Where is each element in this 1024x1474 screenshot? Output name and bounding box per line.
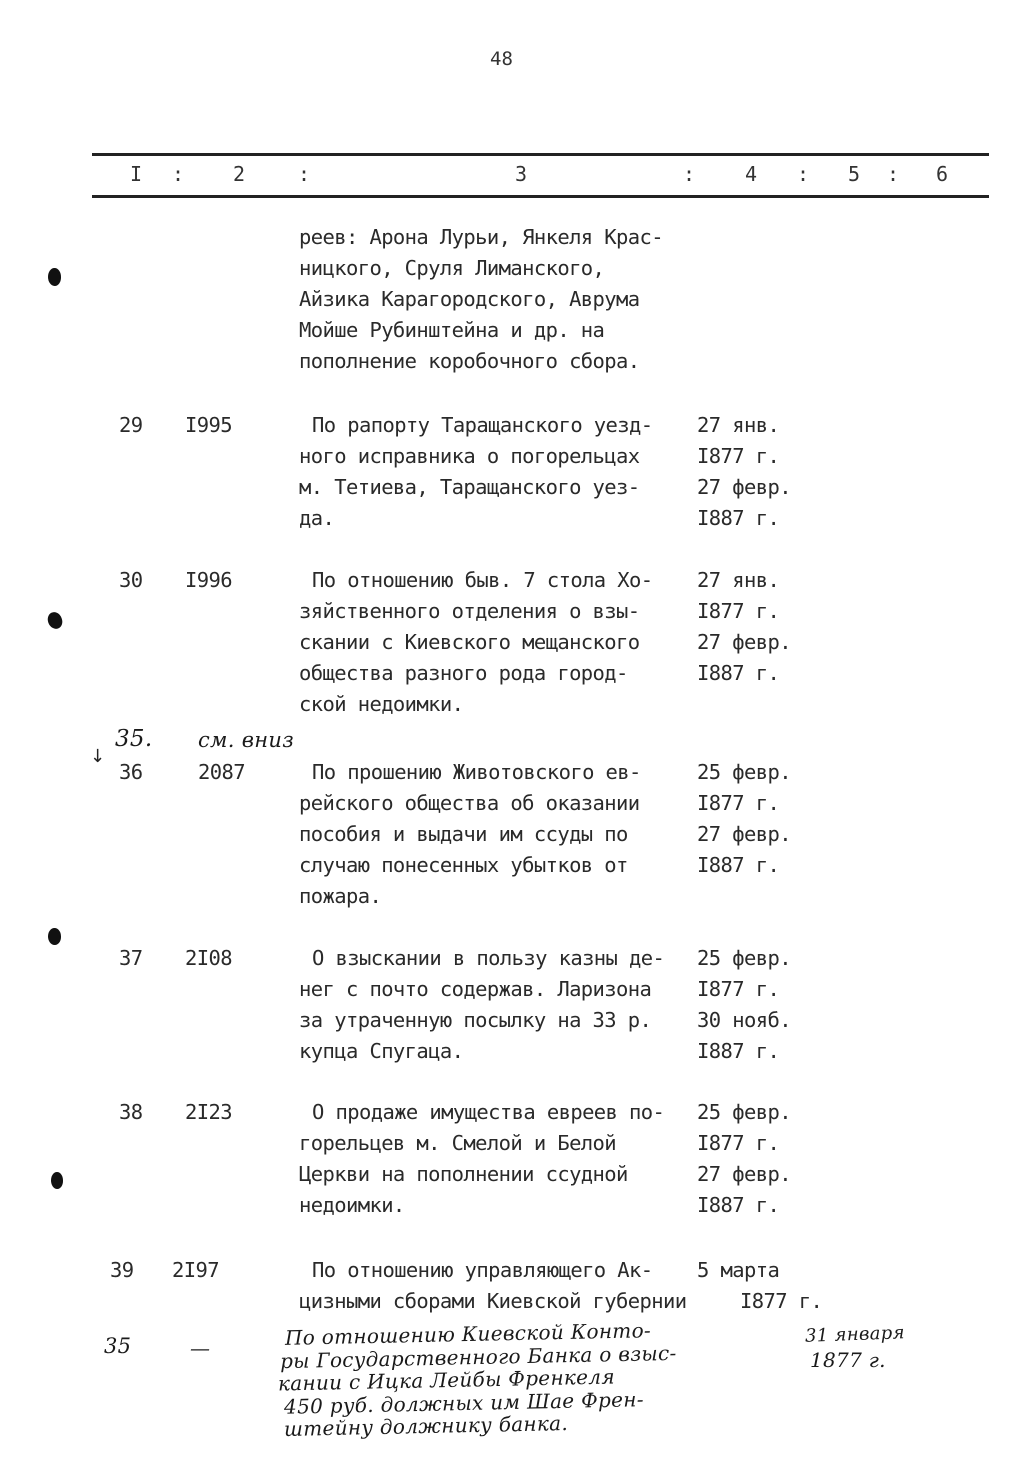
- entry-number: 37: [119, 946, 143, 970]
- entry-title-line: ры Государственного Банка о взыс-: [279, 1340, 677, 1374]
- insert-note-number: 35.: [115, 726, 153, 752]
- entry-title-line: пополнение коробочного сбора.: [299, 349, 640, 373]
- date-start-day: 27 янв.: [697, 568, 780, 592]
- entry-title-line: По отношению быв. 7 стола Хо-: [312, 568, 653, 592]
- header-sep: :: [683, 162, 696, 186]
- entry-title-line: за утраченную посылку на 33 р.: [299, 1008, 652, 1032]
- header-top-rule: [92, 153, 989, 156]
- file-number: 2I23: [185, 1100, 232, 1124]
- date-start-day: 25 февр.: [697, 760, 791, 784]
- file-number: I996: [185, 568, 232, 592]
- header-col-4: 4: [745, 162, 758, 186]
- file-number: 2087: [198, 760, 245, 784]
- entry-title-line: да.: [299, 506, 335, 530]
- entry-title-line: рейского общества об оказании: [299, 791, 640, 815]
- entry-title-line: случаю понесенных убытков от: [299, 853, 628, 877]
- entry-title-line: пособия и выдачи им ссуды по: [299, 822, 628, 846]
- entry-title-line: зяйственного отделения о взы-: [299, 599, 640, 623]
- entry-title-line: Мойше Рубинштейна и др. на: [299, 318, 605, 342]
- date-start-year: I877 г.: [740, 1289, 823, 1313]
- entry-title-line: По рапорту Таращанского уезд-: [312, 413, 653, 437]
- entry-title-line: О продаже имущества евреев по-: [312, 1100, 665, 1124]
- header-col-5: 5: [848, 162, 861, 186]
- date-end-year: I887 г.: [697, 853, 780, 877]
- file-number: 2I08: [185, 946, 232, 970]
- entry-title-line: нег с почто содержав. Ларизона: [299, 977, 652, 1001]
- page-number: 48: [490, 48, 513, 70]
- date-end-year: I887 г.: [697, 1039, 780, 1063]
- entry-title-line: недоимки.: [299, 1193, 405, 1217]
- date-end-day: 27 февр.: [697, 630, 791, 654]
- entry-title-line: О взыскании в пользу казны де-: [312, 946, 665, 970]
- date-start-year: I877 г.: [697, 791, 780, 815]
- entry-number: 35: [104, 1334, 132, 1358]
- date-end-year: I887 г.: [697, 661, 780, 685]
- binder-hole-1: [48, 268, 61, 286]
- entry-number: 29: [119, 413, 143, 437]
- entry-title-line: купца Спугаца.: [299, 1039, 464, 1063]
- entry-title-line: скании с Киевского мещанского: [299, 630, 640, 654]
- entry-title-line: м. Тетиева, Таращанского уез-: [299, 475, 640, 499]
- entry-title-line: пожара.: [299, 884, 382, 908]
- date-end-day: 27 февр.: [697, 822, 791, 846]
- entry-title-line: 450 руб. должных им Шае Френ-: [283, 1387, 644, 1419]
- header-sep: :: [172, 162, 185, 186]
- entry-title-line: реев: Арона Лурьи, Янкеля Крас-: [299, 225, 664, 249]
- date-start-year: I877 г.: [697, 444, 780, 468]
- date-start-day: 31 января: [804, 1322, 906, 1347]
- file-number: 2I97: [172, 1258, 219, 1282]
- entry-title-line: ницкого, Сруля Лиманского,: [299, 256, 605, 280]
- entry-title-line: По прошению Животовского ев-: [312, 760, 641, 784]
- entry-title-line: кании с Ицка Лейбы Френкеля: [277, 1364, 616, 1396]
- binder-hole-4: [51, 1172, 63, 1189]
- entry-number: 39: [110, 1258, 134, 1282]
- table-header: [0, 162, 1024, 190]
- header-col-6: 6: [936, 162, 949, 186]
- file-number: I995: [185, 413, 232, 437]
- header-col-3: 3: [515, 162, 528, 186]
- down-arrow-icon: ↓: [90, 746, 106, 767]
- date-start-year: I877 г.: [697, 977, 780, 1001]
- binder-hole-2: [46, 610, 65, 631]
- entry-number: 30: [119, 568, 143, 592]
- date-start-year: I877 г.: [697, 599, 780, 623]
- header-sep: :: [797, 162, 810, 186]
- entry-title-line: цизными сборами Киевской губернии: [299, 1289, 687, 1313]
- entry-title-line: По отношению управляющего Ак-: [312, 1258, 653, 1282]
- date-start-day: 5 марта: [697, 1258, 780, 1282]
- entry-number: 36: [119, 760, 143, 784]
- header-col-2: 2: [233, 162, 246, 186]
- date-end-day: 30 нояб.: [697, 1008, 791, 1032]
- entry-title-line: ской недоимки.: [299, 692, 464, 716]
- date-end-day: 27 февр.: [697, 1162, 791, 1186]
- header-sep: :: [298, 162, 311, 186]
- date-start-day: 27 янв.: [697, 413, 780, 437]
- entry-title-line: По отношению Киевской Конто-: [284, 1318, 652, 1350]
- date-end-day: 27 февр.: [697, 475, 791, 499]
- entry-title-line: общества разного рода город-: [299, 661, 628, 685]
- header-col-1: I: [130, 162, 143, 186]
- entry-number: 38: [119, 1100, 143, 1124]
- date-start-year: 1877 г.: [810, 1348, 886, 1372]
- date-end-year: I887 г.: [697, 506, 780, 530]
- entry-title-line: ного исправника о погорельцах: [299, 444, 640, 468]
- date-start-year: I877 г.: [697, 1131, 780, 1155]
- entry-title-line: Церкви на пополнении ссудной: [299, 1162, 628, 1186]
- header-sep: :: [887, 162, 900, 186]
- entry-title-line: штейну должнику банка.: [283, 1411, 569, 1441]
- date-start-day: 25 февр.: [697, 946, 791, 970]
- header-bottom-rule: [92, 195, 989, 198]
- binder-hole-3: [48, 928, 61, 945]
- date-start-day: 25 февр.: [697, 1100, 791, 1124]
- insert-note-text: см. вниз: [198, 728, 294, 752]
- entry-title-line: Айзика Карагородского, Аврума: [299, 287, 640, 311]
- date-end-year: I887 г.: [697, 1193, 780, 1217]
- file-number: —: [190, 1336, 211, 1360]
- entry-title-line: горельцев м. Смелой и Белой: [299, 1131, 617, 1155]
